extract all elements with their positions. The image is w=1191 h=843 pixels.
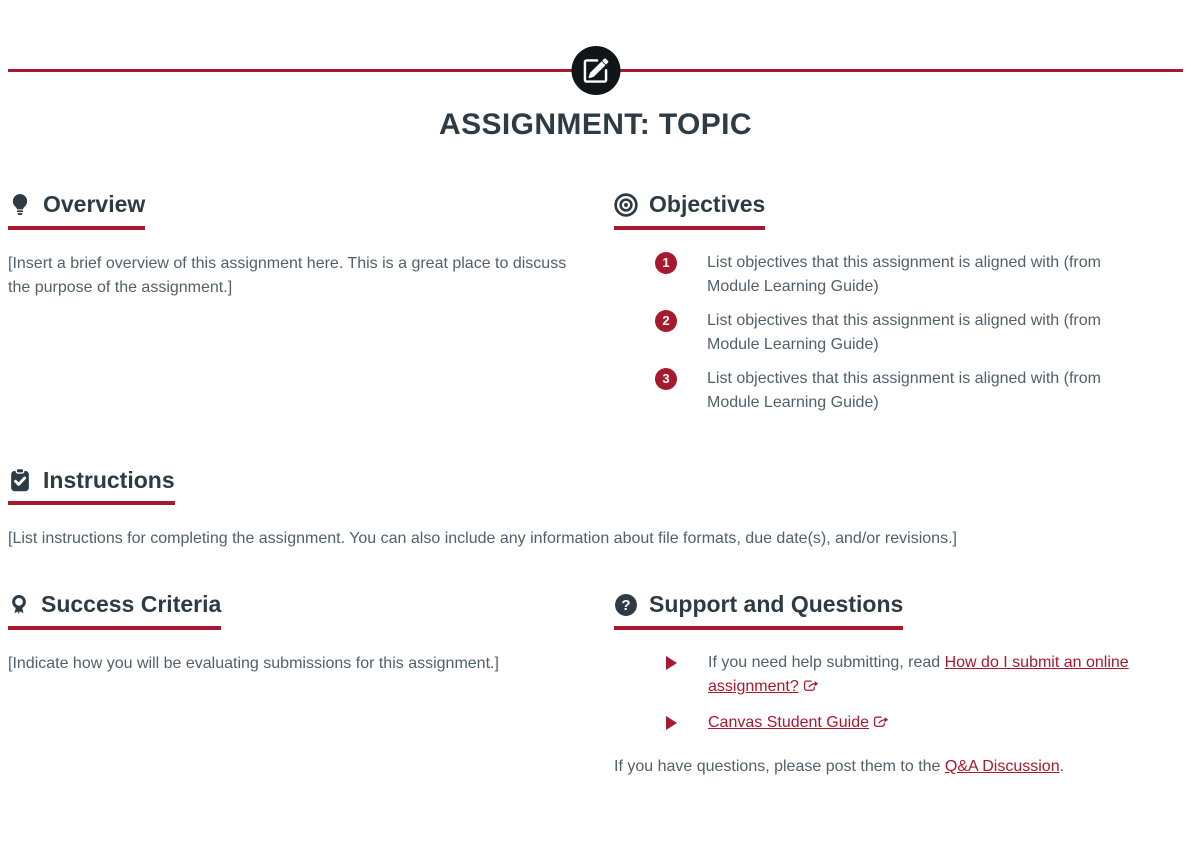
- objective-text: List objectives that this assignment is aligned with (from Module Learning Guide): [707, 253, 1101, 295]
- overview-section: [8, 191, 598, 425]
- instructions-heading-label: Instructions: [43, 466, 175, 493]
- objectives-heading: [614, 191, 765, 230]
- success-criteria-heading-label: Success Criteria: [41, 591, 222, 618]
- svg-text:?: ?: [621, 597, 631, 615]
- overview-heading: [8, 191, 145, 230]
- instructions-section: [8, 467, 1183, 552]
- triangle-bullet-icon: [666, 656, 677, 670]
- canvas-student-guide-link[interactable]: Canvas Student Guide: [708, 713, 869, 731]
- support-item-text: [708, 651, 1148, 699]
- support-footer-suffix: .: [1059, 757, 1065, 775]
- support-item: [614, 651, 1183, 699]
- objective-number-badge: 2: [655, 310, 677, 332]
- submit-assignment-help-link[interactable]: How do I submit an online assignment?: [708, 653, 1129, 695]
- lightbulb-icon: [8, 193, 32, 217]
- support-list: [614, 651, 1183, 735]
- objective-item: [614, 251, 1183, 299]
- success-criteria-body: [Indicate how you will be evaluating submissions for this assignment.]: [8, 654, 499, 672]
- support-item-prefix: If you need help submitting, read: [708, 653, 945, 671]
- overview-heading-label: Overview: [43, 191, 146, 217]
- award-icon: [8, 593, 30, 617]
- edit-icon: [571, 46, 620, 95]
- success-criteria-heading: [8, 591, 221, 630]
- objectives-heading-label: Objectives: [649, 191, 766, 217]
- objectives-list: [614, 251, 1183, 415]
- target-icon: [614, 193, 638, 217]
- objective-item: [614, 309, 1183, 357]
- support-item: [614, 711, 1183, 735]
- support-item-text: [708, 711, 889, 735]
- objective-text: List objectives that this assignment is aligned with (from Module Learning Guide): [707, 369, 1101, 411]
- objective-item: [614, 367, 1183, 415]
- clipboard-check-icon: [8, 468, 32, 492]
- top-divider: [8, 69, 1183, 72]
- support-footer: [614, 755, 1183, 779]
- objectives-section: [614, 191, 1183, 425]
- triangle-bullet-icon: [666, 716, 677, 730]
- question-icon: [614, 593, 638, 617]
- row-success-support: [8, 591, 1183, 779]
- instructions-body: [List instructions for completing the assignment. You can also include any information about file formats, due date(s), and/or revisions.]: [8, 530, 957, 548]
- objective-number-badge: 3: [655, 368, 677, 390]
- support-heading-label: Support and Questions: [649, 591, 904, 618]
- row-overview-objectives: [8, 191, 1183, 425]
- support-footer-prefix: If you have questions, please post them to the: [614, 757, 945, 775]
- support-heading: [614, 591, 903, 630]
- assignment-page: [0, 69, 1191, 779]
- objective-text: List objectives that this assignment is aligned with (from Module Learning Guide): [707, 311, 1101, 353]
- overview-body: [Insert a brief overview of this assignment here. This is a great place to discuss the purpose of the assignment.]: [8, 254, 567, 296]
- qa-discussion-link[interactable]: Q&A Discussion: [944, 757, 1060, 775]
- objective-number-badge: 1: [655, 252, 677, 274]
- instructions-heading: [8, 467, 175, 506]
- support-section: [614, 591, 1183, 779]
- external-link-icon: [873, 712, 889, 726]
- external-link-icon: [803, 676, 819, 690]
- page-title: ASSIGNMENT: TOPIC: [439, 108, 752, 141]
- success-criteria-section: [8, 591, 598, 779]
